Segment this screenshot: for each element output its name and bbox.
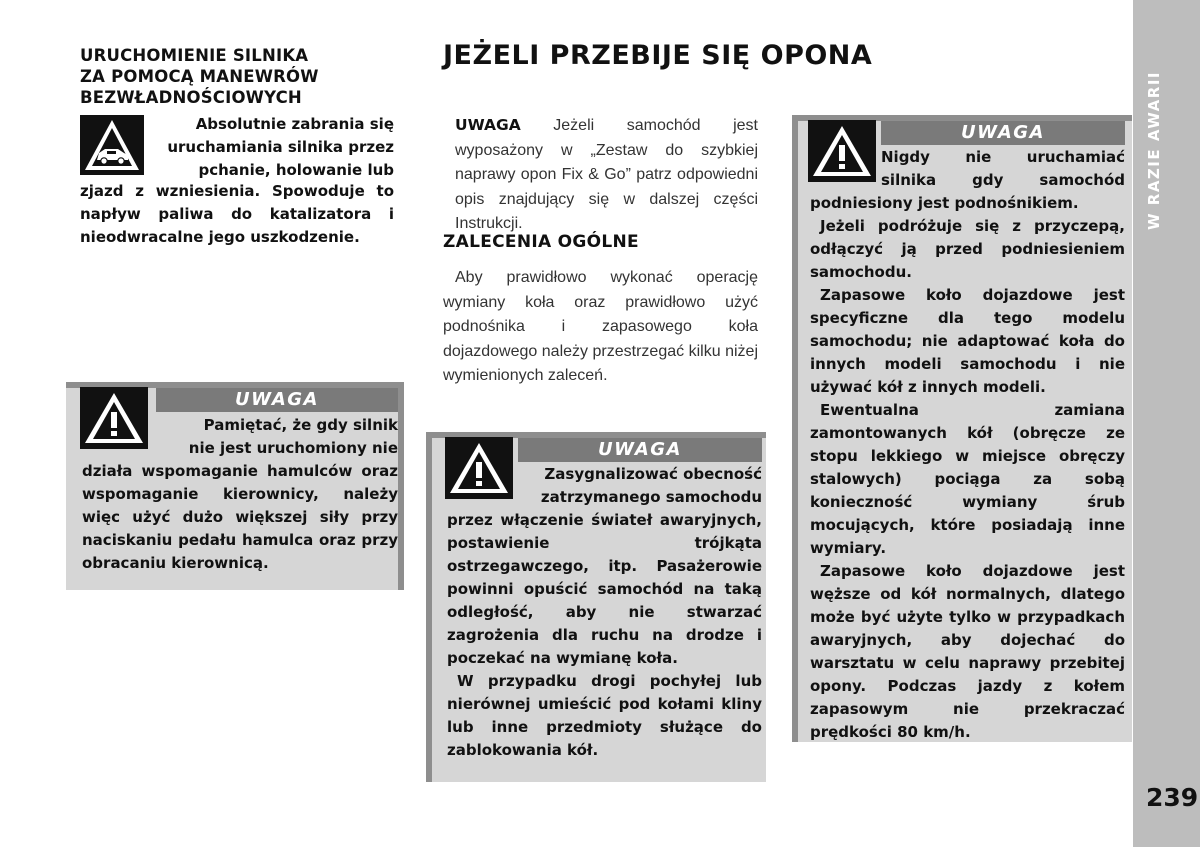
- section-sidebar: [1133, 0, 1200, 847]
- section-subtitle: ZALECENIA OGÓLNE: [443, 232, 639, 252]
- box-left-body: działa wspomaganie hamulców oraz wspomaganie kierownicy, należy więc użyć dużo większej siły przy naciskaniu pedału hamulca oraz przy obracaniu kierownicą.: [82, 462, 398, 572]
- box-right-head: Nigdy nie uruchamiać silnika gdy samochód: [881, 148, 1125, 189]
- bump-start-warning-body: zjazd z wzniesienia. Spowoduje to napływ paliwa do katalizatora i nieodwracalne jego uszkodzenie.: [80, 182, 394, 246]
- page-title: JEŻELI PRZEBIJE SIĘ OPONA: [443, 40, 873, 71]
- warning-icon: [80, 387, 148, 449]
- bump-start-warning-head: Absolutnie zabrania się uruchamiania silnika przez pchanie, holowanie lub: [167, 115, 394, 179]
- warning-icon: [445, 437, 513, 499]
- box-middle-body: przez włączenie świateł awaryjnych, postawienie trójkąta ostrzegawczego, itp. Pasażerowie powinni opuścić samochód na taką odległość, aby nie stwarzać zagrożenia dla ruchu na drodze i poczekać na wymianę koła. W przypadku drogi pochyłej lub nierównej umieścić pod kołami kliny lub inne przedmioty służące do zablokowania kół.: [447, 511, 762, 759]
- warning-icon-graphic: [445, 437, 513, 499]
- page-number: 239: [1146, 783, 1199, 812]
- box-left-edge: [398, 382, 404, 590]
- uwaga-label: UWAGA: [881, 121, 1125, 145]
- uwaga-label: UWAGA: [156, 388, 398, 412]
- car-push-warning-icon: [80, 115, 144, 175]
- warning-icon-graphic: [808, 120, 876, 182]
- general-instructions: Aby prawidłowo wykonać operację wymiany koła oraz prawidłowo użyć podnośnika i zapasowego koła dojazdowego należy przestrzegać kilku niżej wymienionych zaleceń.: [443, 269, 758, 384]
- warning-icon-graphic: [80, 387, 148, 449]
- intro-paragraph: UWAGA Jeżeli samochód jest wyposażony w „Zestaw do szybkiej naprawy opon Fix & Go” patrz odpowiedni opis znajdujący się w dalszej części Instrukcji.: [455, 116, 758, 232]
- box-right-body: podniesiony jest podnośnikiem. Jeżeli podróżuje się z przyczepą, odłączyć ją przed podniesieniem samochodu. Zapasowe koło dojazdowe jest specyficzne dla tego modelu samochodu; nie adaptować koła do innych modeli samochodu i nie używać kół z innych modeli. Ewentualna zamiana zamontowanych kół (obręcze ze stopu lekkiego w miejsce obręczy stalowych) pociąga za sobą konieczność wymiany śrub mocujących, które posiadają inne wymiary. Zapasowe koło dojazdowe jest węższe od kół normalnych, dlatego może być użyte tylko w przypadkach awaryjnych, aby dojechać do warsztatu w celu naprawy przebitej opony. Podczas jazdy z kołem zapasowym nie przekraczać prędkości 80 km/h.: [810, 194, 1125, 741]
- box-left-head: Pamiętać, że gdy silnik nie jest uruchomiony nie: [188, 416, 398, 457]
- box-middle-head: Zasygnalizować obecność zatrzymanego samochodu: [540, 465, 762, 506]
- uwaga-label: UWAGA: [518, 438, 762, 462]
- warning-icon: [808, 120, 876, 182]
- bump-start-heading: URUCHOMIENIE SILNIKA ZA POMOCĄ MANEWRÓW BEZWŁADNOŚCIOWYCH: [80, 46, 319, 107]
- car-push-warning-icon-graphic: [80, 115, 144, 175]
